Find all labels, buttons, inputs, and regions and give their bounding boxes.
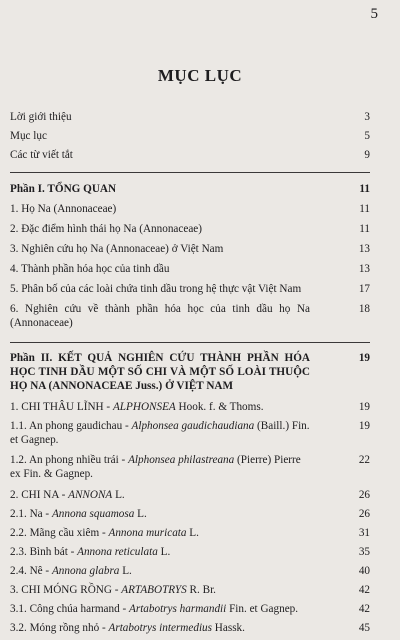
entry-prefix: 2.1. Na - [10,508,52,520]
toc-row [10,202,370,216]
toc-entry: Lời giới thiệu [10,111,72,123]
taxon-name: Annona glabra [51,565,120,577]
toc-row [10,222,370,236]
toc-entry: Mục lục [10,130,47,142]
toc-row [10,242,370,256]
taxon-name: ALPHONSEA [112,401,176,413]
toc-entry [10,453,330,481]
entry-prefix: 2.4. Nê - [10,565,52,577]
toc-page: 11 [359,183,370,195]
toc-page: 5 [364,130,370,142]
toc-row [10,545,370,559]
part-heading [10,182,370,196]
taxon-name: Artabotrys intermedius [108,622,212,634]
entry-suffix: Hassk. [212,622,245,634]
entry-prefix: 3. CHI MÓNG RỒNG - [10,584,122,596]
toc-page: 13 [358,243,370,255]
toc-page: 40 [358,565,370,577]
toc-row [10,621,370,635]
entry-suffix: L. [134,508,147,520]
part-title: Phần I. TỔNG QUAN [10,183,117,195]
toc-row [10,507,370,521]
taxon-name: Annona reticulata [77,546,158,558]
toc-entry: 6. Nghiên cứu về thành phần hóa học của tinh dầu họ Na (Annonaceae) [10,303,310,329]
taxon-name: Alphonsea gaudichaudiana [131,420,255,432]
entry-prefix: 1. CHI THÂU LĨNH - [10,401,113,413]
toc-entry: 4. Thành phần hóa học của tinh dầu [10,263,170,275]
toc-entry [10,545,330,559]
toc-page: 17 [358,283,370,295]
toc-page: 3 [364,111,370,123]
toc-page: 9 [364,149,370,161]
entry-suffix: (Pierre) Pierre ex Fin. & Gagnep. [10,454,301,480]
toc-page: 26 [358,508,370,520]
taxon-name: Artabotrys harmandii [129,603,227,615]
toc-row [10,488,370,502]
part-title: Phần II. KẾT QUẢ NGHIÊN CỨU THÀNH PHẦN HÓA HỌC TINH DẦU MỘT SỐ CHI VÀ MỘT SỐ LOÀI THUỘC HỌ NA (ANNONACEAE Juss.) Ở VIỆT NAM [10,352,310,392]
toc-entry: Các từ viết tắt [10,149,73,161]
toc-row [10,282,370,296]
toc-entry [10,602,330,616]
toc-page: 11 [359,203,370,215]
toc-row [10,110,370,124]
toc-page: 42 [358,603,370,615]
toc-page: 11 [359,223,370,235]
toc-row [10,302,370,330]
toc-entry [10,488,330,502]
toc-row [10,262,370,276]
toc-page: 18 [358,303,370,315]
toc-row [10,583,370,597]
taxon-name: Alphonsea philastreana [128,454,235,466]
toc-row [10,564,370,578]
toc-page: 35 [358,546,370,558]
entry-prefix: 3.2. Móng rồng nhỏ - [10,622,109,634]
table-of-contents [10,110,370,640]
entry-suffix: L. [157,546,171,558]
entry-suffix: R. Br. [186,584,216,596]
taxon-name: Annona muricata [108,527,187,539]
page-title: MỤC LỤC [157,66,243,85]
entry-prefix: 1.1. An phong gaudichau - [10,420,132,432]
toc-row [10,400,370,414]
separator-line [10,342,370,343]
entry-suffix: Fin. et Gagnep. [226,603,299,615]
entry-prefix: 3.1. Công chúa harmand - [10,603,129,615]
toc-page: 31 [358,527,370,539]
toc-row [10,453,370,481]
toc-entry [10,419,330,447]
entry-suffix: L. [186,527,199,539]
toc-page: 19 [358,420,370,432]
toc-entry: 3. Nghiên cứu họ Na (Annonaceae) ở Việt Nam [10,243,224,255]
toc-entry [10,564,330,578]
entry-prefix: 1.2. An phong nhiều trái - [10,454,129,466]
toc-entry: 5. Phân bố của các loài chứa tinh dầu trong hệ thực vật Việt Nam [10,283,302,295]
toc-page: 45 [358,622,370,634]
entry-suffix: L. [119,565,132,577]
toc-page: 19 [358,352,370,364]
entry-prefix: 2. CHI NA - [10,489,69,501]
entry-prefix: 2.3. Bình bát - [10,546,78,558]
toc-row [10,526,370,540]
toc-entry [10,507,330,521]
entry-suffix: L. [112,489,125,501]
toc-row [10,129,370,143]
taxon-name: ARTABOTRYS [121,584,187,596]
separator-line [10,172,370,173]
toc-row [10,419,370,447]
toc-page: 22 [358,454,370,466]
page-number: 5 [370,6,378,22]
toc-entry: 2. Đặc điểm hình thái họ Na (Annonaceae) [10,223,202,235]
toc-page: 19 [358,401,370,413]
entry-suffix: Hook. f. & Thoms. [175,401,264,413]
toc-page: 13 [358,263,370,275]
toc-entry [10,621,330,635]
taxon-name: Annona squamosa [51,508,135,520]
toc-row [10,148,370,162]
toc-entry [10,526,330,540]
toc-entry: 1. Họ Na (Annonaceae) [10,203,117,215]
toc-entry [10,583,330,597]
entry-suffix: (Baill.) Fin. et Gagnep. [10,420,310,446]
toc-page: 42 [358,584,370,596]
toc-page: 26 [358,489,370,501]
toc-entry [10,400,330,414]
part-heading [10,351,370,393]
taxon-name: ANNONA [68,489,113,501]
toc-row [10,602,370,616]
entry-prefix: 2.2. Mãng cầu xiêm - [10,527,109,539]
